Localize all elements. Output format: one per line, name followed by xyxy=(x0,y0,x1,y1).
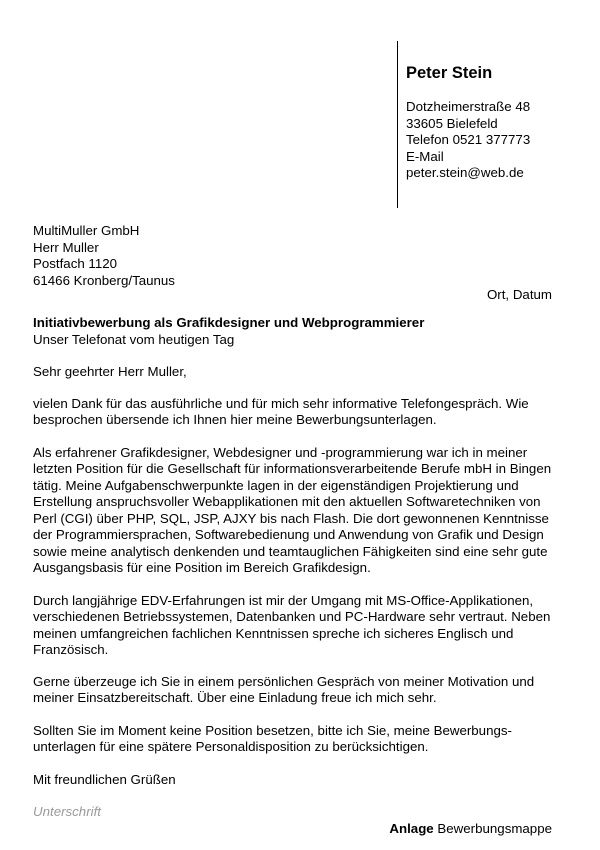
sender-phone: Telefon 0521 377773 xyxy=(406,132,531,147)
sender-email: peter.stein@web.de xyxy=(406,165,524,180)
closing: Mit freundlichen Grüßen xyxy=(33,771,176,787)
paragraph-interview: Gerne überzeuge ich Sie in einem persönlichen Gespräch von meiner Motivation und meiner Einsatzbereitschaft. Über eine Einladung freue ich mich sehr. xyxy=(33,673,535,705)
subject-title: Initiativbewerbung als Grafikdesigner und Webprogrammierer xyxy=(33,315,425,330)
sender-name: Peter Stein xyxy=(406,64,493,82)
paragraph-experience: Als erfahrener Grafikdesigner, Webdesigner und -programmierung war ich in meiner letzten Position für die Gesellschaft für informationsverarbeitende Berufe mbH in Bingen tätig. Meine Aufgabenschwerpunkte lagen in der eigenständigen Projektierung und Erstellung anspruchsvoller Webapplikationen mit den aktuellen Softwaretechniken von Perl (CGI) über PHP, SQL, JSP, AJXY bis nach Flash. Die dort gewonnenen Kenntnisse der Programmiersprachen, Softwarebedienung und Anwendung von Grafik und Design sowie meine analytisch denkenden und teamtauglichen Fähigkeiten sind eine sehr gute Ausgangsbasis für eine Position im Bereich Grafikdesign. xyxy=(33,444,552,575)
recipient-block xyxy=(33,223,175,289)
sender-block xyxy=(406,63,596,182)
enclosure-label: Anlage xyxy=(389,821,434,836)
enclosure xyxy=(389,821,552,838)
sender-email-label: E-Mail xyxy=(406,148,444,164)
signature-placeholder: Unterschrift xyxy=(33,804,101,819)
paragraph-thanks: vielen Dank für das ausführliche und für mich sehr informative Telefongespräch. Wie besprochen übersende ich Ihnen hier meine Bewerbungsunterlagen. xyxy=(33,395,529,427)
sender-street: Dotzheimerstraße 48 xyxy=(406,99,531,114)
recipient-city: 61466 Kronberg/Taunus xyxy=(33,272,175,288)
header-divider xyxy=(397,41,398,208)
place-date: Ort, Datum xyxy=(486,287,552,302)
recipient-company: MultiMuller GmbH xyxy=(33,223,140,238)
recipient-postbox: Postfach 1120 xyxy=(33,256,118,271)
paragraph-future: Sollten Sie im Moment keine Position besetzen, bitte ich Sie, meine Bewerbungs-unterlagen für eine spätere Personaldisposition zu berücksichtigen. xyxy=(33,722,512,754)
sender-city: 33605 Bielefeld xyxy=(406,115,498,131)
salutation: Sehr geehrter Herr Muller, xyxy=(33,364,187,379)
enclosure-text: Bewerbungsmappe xyxy=(437,821,552,836)
paragraph-it-skills: Durch langjährige EDV-Erfahrungen ist mir der Umgang mit MS-Office-Applikationen, verschiedenen Betriebssystemen, Datenbanken und PC-Hardware sehr vertraut. Neben meinen umfangreichen fachlichen Kenntnissen spreche ich sicheres Englisch und Französisch. xyxy=(33,592,551,657)
subject-reference: Unser Telefonat vom heutigen Tag xyxy=(33,331,235,347)
recipient-person: Herr Muller xyxy=(33,239,99,255)
letter-body xyxy=(33,315,558,821)
